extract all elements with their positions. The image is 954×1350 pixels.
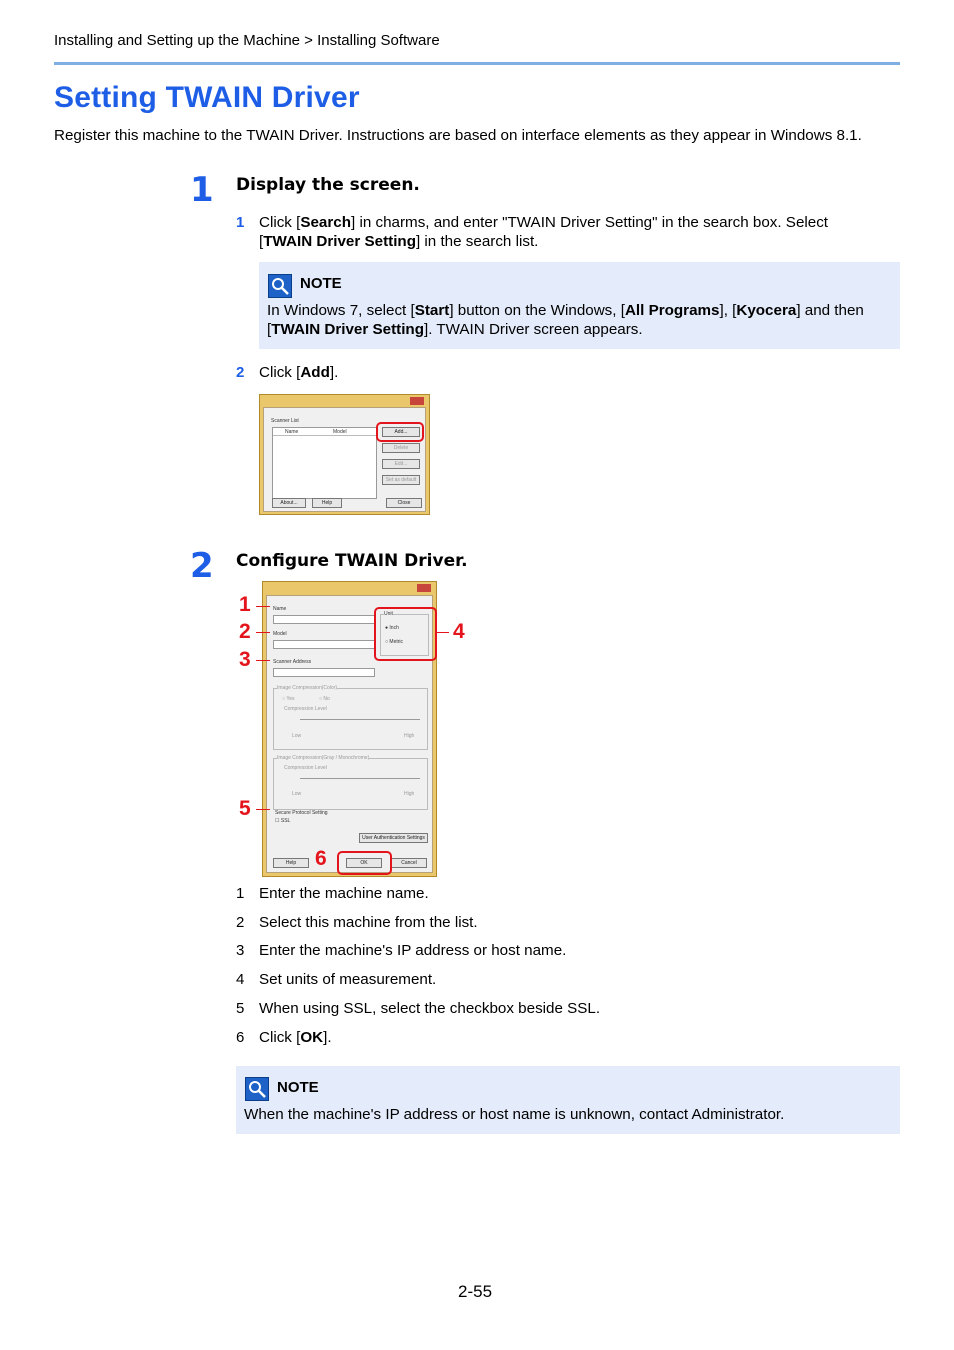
text: ] and then xyxy=(796,302,864,319)
note-icon xyxy=(268,274,292,298)
edit-button[interactable]: Edit... xyxy=(382,459,420,469)
highlight-add xyxy=(376,422,424,442)
color-compression-group xyxy=(273,685,428,750)
list-item xyxy=(259,1028,332,1047)
step-2-number: 2 xyxy=(190,546,214,586)
inch-radio[interactable]: ● Inch xyxy=(385,625,399,631)
note-label: NOTE xyxy=(300,275,342,292)
close-icon xyxy=(410,397,424,405)
step-1-sub-1-line-2 xyxy=(259,232,538,251)
list-item-number: 2 xyxy=(236,914,245,931)
ok-button[interactable]: OK xyxy=(346,858,382,868)
text: Click [ xyxy=(259,214,301,231)
intro-text: Register this machine to the TWAIN Driver. Instructions are based on interface elements as they appear in Windows 8.1. xyxy=(54,127,862,144)
text: ]. xyxy=(329,364,339,381)
list-item: When using SSL, select the checkbox beside SSL. xyxy=(259,1000,601,1017)
text: ]. TWAIN Driver screen appears. xyxy=(423,321,643,338)
callout-1: 1 xyxy=(239,593,251,616)
highlight-ok xyxy=(337,851,392,875)
list-item-number: 1 xyxy=(236,885,245,902)
address-label: Scanner Address xyxy=(273,659,312,665)
user-auth-button[interactable]: User Authentication Settings xyxy=(359,833,428,843)
note-line-1 xyxy=(267,301,864,320)
yes-label: Yes xyxy=(286,696,295,702)
help-button[interactable]: Help xyxy=(312,498,342,508)
inch-label: Inch xyxy=(389,625,399,631)
list-item-number: 6 xyxy=(236,1029,245,1046)
ui-term: Search xyxy=(300,214,352,231)
text: ]. xyxy=(323,1029,332,1046)
step-1-number: 1 xyxy=(190,170,214,210)
step-1-sub-2-text xyxy=(259,363,338,382)
highlight-unit xyxy=(374,607,437,661)
gray-compression-level-label: Compression Level xyxy=(284,765,327,771)
note-text: When the machine's IP address or host name is unknown, contact Administrator. xyxy=(244,1106,785,1123)
callout-3: 3 xyxy=(239,648,251,671)
add-button[interactable]: Add... xyxy=(382,427,420,437)
name-label: Name xyxy=(273,606,287,612)
compression-slider[interactable] xyxy=(300,719,420,720)
note-label: NOTE xyxy=(277,1079,319,1096)
ssl-checkbox[interactable]: ☐ SSL xyxy=(275,818,291,824)
close-button[interactable]: Close xyxy=(386,498,422,508)
callout-4-leader xyxy=(435,632,449,633)
page-number: 2-55 xyxy=(458,1282,493,1301)
gray-compression-label: Image Compression(Gray / Monochrome) xyxy=(277,755,370,761)
metric-radio[interactable]: ○ Metric xyxy=(385,639,404,645)
callout-5: 5 xyxy=(239,797,251,820)
secure-protocol-label: Secure Protocol Setting xyxy=(275,810,328,816)
callout-2: 2 xyxy=(239,620,251,643)
text: Click [ xyxy=(259,364,301,381)
ui-term: Kyocera xyxy=(736,302,797,319)
callout-3-leader xyxy=(256,660,270,661)
text: ] in the search list. xyxy=(415,233,539,250)
text: Click [ xyxy=(259,1029,301,1046)
breadcrumb: Installing and Setting up the Machine > Installing Software xyxy=(54,32,440,49)
help-button[interactable]: Help xyxy=(273,858,309,868)
ui-term: OK xyxy=(300,1029,324,1046)
note-box-1 xyxy=(259,262,900,349)
scanner-list-dialog-screenshot xyxy=(259,394,430,515)
gray-compression-slider[interactable] xyxy=(300,778,420,779)
gray-compression-group xyxy=(273,755,428,810)
no-radio[interactable]: ○ No xyxy=(319,696,330,702)
text: [ xyxy=(259,233,264,250)
header-rule xyxy=(54,62,900,65)
name-field[interactable] xyxy=(273,615,375,624)
scanner-list-label: Scanner List xyxy=(271,418,299,424)
ui-term: TWAIN Driver Setting xyxy=(263,233,416,250)
ui-term: Add xyxy=(300,364,330,381)
color-compression-label: Image Compression(Color) xyxy=(277,685,338,691)
callout-4: 4 xyxy=(453,620,465,643)
model-label: Model xyxy=(273,631,287,637)
list-item: Select this machine from the list. xyxy=(259,914,478,931)
delete-button[interactable]: Delete xyxy=(382,443,420,453)
column-name: Name xyxy=(285,429,299,435)
set-default-button[interactable]: Set as default xyxy=(382,475,420,485)
list-item-number: 4 xyxy=(236,971,245,988)
note-line-2 xyxy=(267,320,643,339)
no-label: No xyxy=(323,696,330,702)
step-1-sub-2-number: 2 xyxy=(236,364,245,381)
address-field[interactable] xyxy=(273,668,375,677)
callout-2-leader xyxy=(256,632,270,633)
yes-radio[interactable]: ○ Yes xyxy=(282,696,295,702)
list-item-number: 5 xyxy=(236,1000,245,1017)
close-icon xyxy=(417,584,431,592)
step-2-heading: Configure TWAIN Driver. xyxy=(236,551,468,571)
scanner-list-table xyxy=(272,427,377,499)
list-item-number: 3 xyxy=(236,942,245,959)
about-button[interactable]: About... xyxy=(272,498,306,508)
ui-term: TWAIN Driver Setting xyxy=(271,321,424,338)
step-1-heading: Display the screen. xyxy=(236,175,420,195)
column-model: Model xyxy=(333,429,347,435)
note-icon xyxy=(245,1077,269,1101)
high-label: High xyxy=(404,733,415,739)
list-item: Enter the machine's IP address or host name. xyxy=(259,942,567,959)
gray-low-label: Low xyxy=(292,791,302,797)
model-select[interactable] xyxy=(273,640,375,649)
low-label: Low xyxy=(292,733,302,739)
twain-settings-dialog-screenshot xyxy=(262,581,437,877)
ssl-label: SSL xyxy=(280,818,291,824)
step-1-sub-1-number: 1 xyxy=(236,214,245,231)
text: In Windows 7, select [ xyxy=(267,302,415,319)
text: ] in charms, and enter "TWAIN Driver Setting" in the search box. Select xyxy=(351,214,829,231)
cancel-button[interactable]: Cancel xyxy=(391,858,427,868)
metric-label: Metric xyxy=(389,639,404,645)
text: ] button on the Windows, [ xyxy=(449,302,625,319)
list-item: Enter the machine name. xyxy=(259,885,429,902)
gray-high-label: High xyxy=(404,791,415,797)
step-1-sub-1-line-1 xyxy=(259,213,828,232)
list-item: Set units of measurement. xyxy=(259,971,437,988)
text: ], [ xyxy=(719,302,737,319)
compression-level-label: Compression Level xyxy=(284,706,327,712)
note-box-2 xyxy=(236,1066,900,1134)
callout-5-leader xyxy=(256,809,270,810)
ui-term: All Programs xyxy=(624,302,720,319)
callout-6: 6 xyxy=(315,847,327,870)
text: [ xyxy=(267,321,272,338)
unit-label: Unit xyxy=(384,611,393,617)
callout-1-leader xyxy=(256,606,270,607)
ui-term: Start xyxy=(414,302,450,319)
page-title: Setting TWAIN Driver xyxy=(54,81,360,114)
